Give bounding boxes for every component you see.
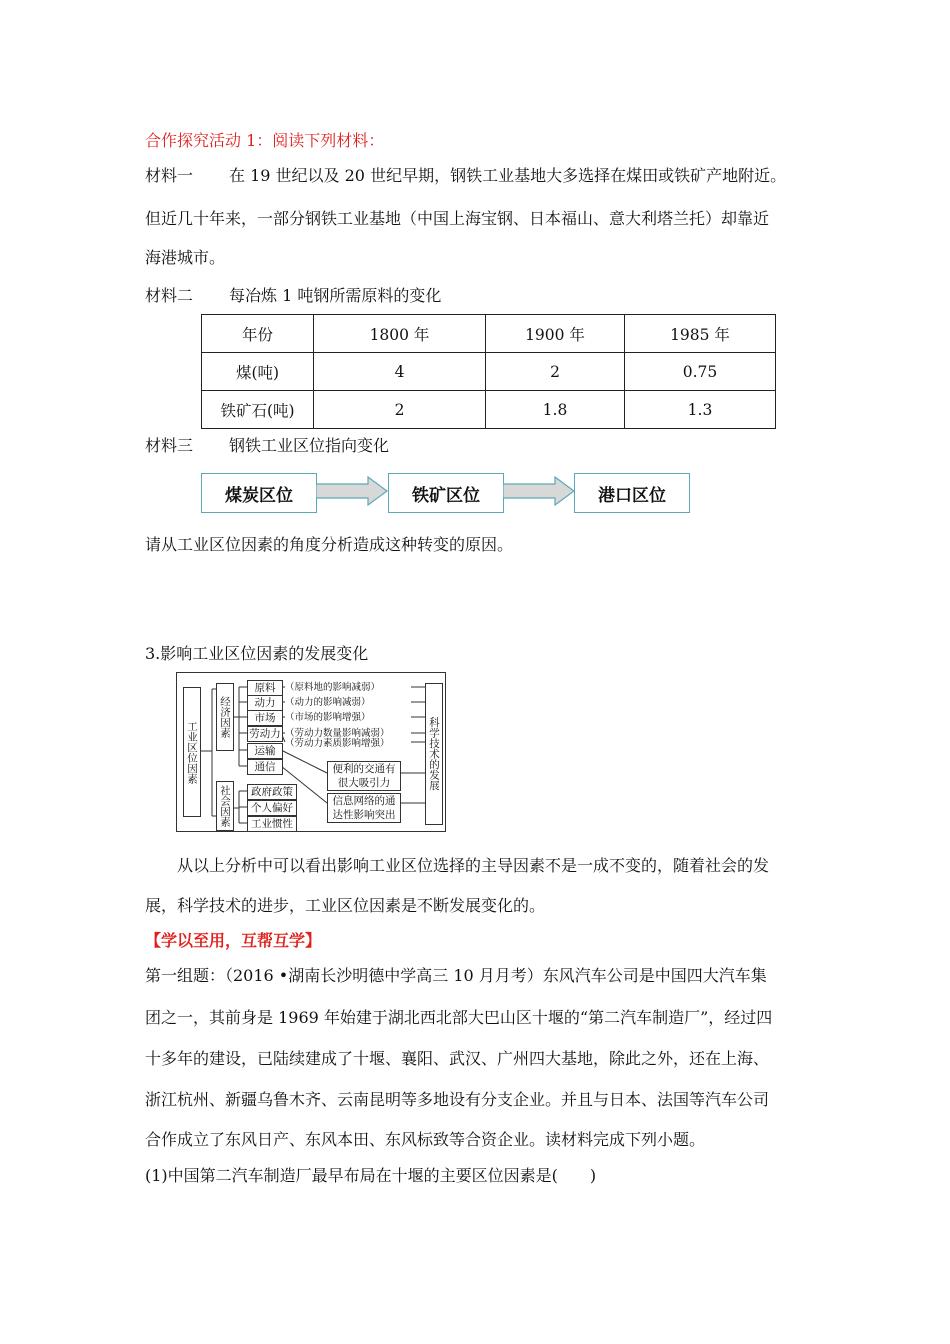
table-row <box>202 353 776 391</box>
econ-note: （市场的影响增强） <box>285 712 371 723</box>
transport-box-line: 便利的交通有 <box>332 763 396 775</box>
social-item: 个人偏好 <box>247 800 297 816</box>
econ-item: 运输 <box>247 743 283 759</box>
group1-line4: 浙江杭州、新疆乌鲁木齐、云南昆明等多地设有分支企业。并且与日本、法国等汽车公司 <box>145 1090 770 1109</box>
material1-label: 材料一 <box>145 166 194 185</box>
social-factor-box: 社会因素 <box>216 781 234 831</box>
social-item: 工业惯性 <box>247 816 297 832</box>
table-row <box>202 391 776 429</box>
material2-title: 每冶炼 1 吨钢所需原料的变化 <box>229 286 442 305</box>
table-cell: 4 <box>314 353 486 391</box>
group1-line2: 团之一，其前身是 1969 年始建于湖北西北部大巴山区十堰的“第二汽车制造厂”，经过四 <box>145 1008 773 1027</box>
table-cell: 铁矿石(吨) <box>202 391 314 429</box>
material3-title: 钢铁工业区位指向变化 <box>229 436 390 455</box>
econ-note: （原料地的影响减弱） <box>285 682 381 693</box>
flow-box-coal: 煤炭区位 <box>201 473 317 513</box>
science-factor-box: 科学技术的发展 <box>425 683 443 825</box>
table-cell: 煤(吨) <box>202 353 314 391</box>
transport-box <box>327 761 401 791</box>
table-header-row <box>202 315 776 353</box>
group1-line3: 十多年的建设，已陆续建成了十堰、襄阳、武汉、广州四大基地，除此之外，还在上海、 <box>145 1049 770 1068</box>
econ-note: （动力的影响减弱） <box>285 697 371 708</box>
section3-title: 3.影响工业区位因素的发展变化 <box>145 644 369 663</box>
activity-heading: 合作探究活动 1：阅读下列材料： <box>145 131 385 150</box>
table-header-cell: 1900 年 <box>486 315 625 353</box>
main-factor-box: 工业区位因素 <box>183 687 201 817</box>
table-cell: 1.3 <box>625 391 776 429</box>
info-box-line: 信息网络的通 <box>332 795 396 807</box>
group1-line5: 合作成立了东风日产、东风本田、东风标致等合资企业。读材料完成下列小题。 <box>145 1130 706 1149</box>
material1-line3: 海港城市。 <box>145 248 226 267</box>
social-item: 政府政策 <box>247 784 297 800</box>
econ-note: （劳动力素质影响增强） <box>285 738 390 749</box>
question-prompt: 请从工业区位因素的角度分析造成这种转变的原因。 <box>145 535 514 554</box>
material1-line1: 在 19 世纪以及 20 世纪早期，钢铁工业基地大多选择在煤田或铁矿产地附近。 <box>229 166 787 185</box>
transport-box-line: 很大吸引力 <box>337 777 391 789</box>
econ-item: 原料 <box>247 680 283 696</box>
flow-arrow-icon <box>503 476 575 506</box>
flow-arrow-icon <box>316 476 388 506</box>
flow-box-iron: 铁矿区位 <box>388 473 504 513</box>
table-cell: 2 <box>314 391 486 429</box>
group1-line1: 第一组题：（2016 •湖南长沙明德中学高三 10 月月考）东风汽车公司是中国四大汽车集 <box>145 966 767 985</box>
table-header-cell: 1800 年 <box>314 315 486 353</box>
info-network-box <box>327 793 401 823</box>
info-box-line: 达性影响突出 <box>332 809 396 821</box>
econ-item: 市场 <box>247 710 283 726</box>
econ-item: 通信 <box>247 759 283 775</box>
location-factors-diagram <box>176 672 446 832</box>
material1-line2: 但近几十年来，一部分钢铁工业基地（中国上海宝钢、日本福山、意大利塔兰托）却靠近 <box>145 209 770 228</box>
econ-factor-box: 经济因素 <box>216 683 234 751</box>
econ-item: 劳动力 <box>247 726 283 742</box>
material3-label: 材料三 <box>145 436 194 455</box>
raw-material-table <box>201 314 776 429</box>
analysis-line1: 从以上分析中可以看出影响工业区位选择的主导因素不是一成不变的，随着社会的发 <box>177 856 770 875</box>
analysis-line2: 展，科学技术的进步，工业区位因素是不断发展变化的。 <box>145 896 546 915</box>
econ-item: 动力 <box>247 695 283 711</box>
table-cell: 2 <box>486 353 625 391</box>
table-cell: 0.75 <box>625 353 776 391</box>
table-cell: 1.8 <box>486 391 625 429</box>
material2-label: 材料二 <box>145 286 194 305</box>
flow-box-port: 港口区位 <box>574 473 690 513</box>
econ-note: （劳动力数量影响减弱） <box>285 728 390 739</box>
table-header-cell: 年份 <box>202 315 314 353</box>
practice-heading: 【学以至用，互帮互学】 <box>145 931 322 950</box>
question-1: (1)中国第二汽车制造厂最早布局在十堰的主要区位因素是( ) <box>145 1166 597 1185</box>
table-header-cell: 1985 年 <box>625 315 776 353</box>
